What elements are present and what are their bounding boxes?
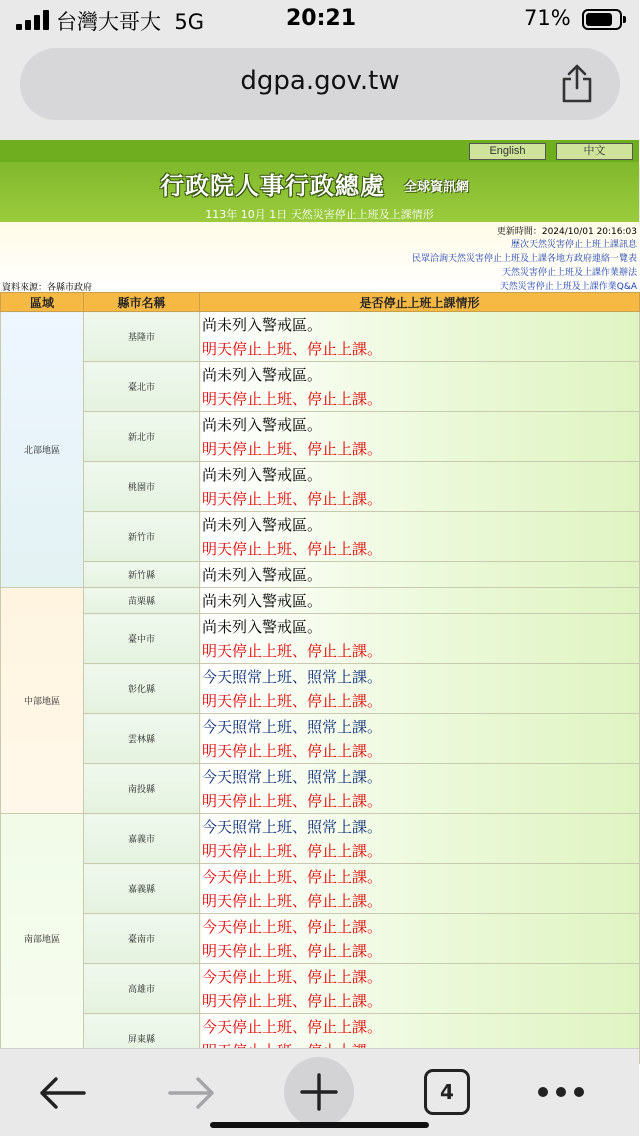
forward-arrow-icon[interactable] bbox=[166, 1075, 216, 1111]
status-line: 今天照常上班、照常上課。 bbox=[202, 767, 383, 786]
status-time: 20:21 bbox=[286, 6, 357, 31]
county-cell: 臺北市 bbox=[84, 362, 200, 412]
page-headline: 113年 10月 1日 天然災害停止上班及上課情形 bbox=[205, 208, 434, 221]
table-row bbox=[1, 714, 640, 764]
table-row bbox=[1, 362, 640, 412]
status-cell bbox=[200, 964, 640, 1014]
site-subtitle: 全球資訊網 bbox=[404, 180, 470, 195]
regulation-link[interactable]: 天然災害停止上班及上課作業辦法 bbox=[501, 268, 637, 278]
tabs-button[interactable]: 4 bbox=[424, 1069, 470, 1115]
status-line: 今天停止上班、停止上課。 bbox=[202, 917, 383, 936]
county-cell: 高雄市 bbox=[84, 964, 200, 1014]
status-cell bbox=[200, 664, 640, 714]
status-line: 尚未列入警戒區。 bbox=[202, 415, 323, 434]
status-line: 明天停止上班、停止上課。 bbox=[202, 791, 383, 810]
address-bar[interactable] bbox=[20, 48, 620, 120]
status-line: 今天停止上班、停止上課。 bbox=[202, 1017, 383, 1036]
status-line: 今天照常上班、照常上課。 bbox=[202, 817, 383, 836]
english-button[interactable]: English bbox=[469, 143, 546, 160]
county-cell: 屏東縣 bbox=[84, 1014, 200, 1064]
status-cell bbox=[200, 462, 640, 512]
county-cell: 新竹市 bbox=[84, 512, 200, 562]
status-cell bbox=[200, 864, 640, 914]
cellular-signal-icon bbox=[16, 10, 49, 30]
carrier-label: 台灣大哥大 5G bbox=[56, 10, 204, 34]
table-row bbox=[1, 588, 640, 614]
info-area bbox=[0, 222, 639, 292]
county-cell: 嘉義縣 bbox=[84, 864, 200, 914]
status-cell bbox=[200, 588, 640, 614]
status-line: 尚未列入警戒區。 bbox=[202, 315, 323, 334]
table-row bbox=[1, 764, 640, 814]
table-row bbox=[1, 614, 640, 664]
site-banner bbox=[0, 162, 639, 222]
county-cell: 南投縣 bbox=[84, 764, 200, 814]
table-header-row bbox=[1, 293, 640, 312]
table-row bbox=[1, 964, 640, 1014]
status-line: 尚未列入警戒區。 bbox=[202, 565, 323, 584]
status-line: 今天照常上班、照常上課。 bbox=[202, 717, 383, 736]
status-line: 明天停止上班、停止上課。 bbox=[202, 741, 383, 760]
county-cell: 基隆市 bbox=[84, 312, 200, 362]
status-line: 尚未列入警戒區。 bbox=[202, 591, 323, 610]
status-line: 尚未列入警戒區。 bbox=[202, 515, 323, 534]
status-cell bbox=[200, 562, 640, 588]
table-row bbox=[1, 312, 640, 362]
status-line: 明天停止上班、停止上課。 bbox=[202, 891, 383, 910]
battery-icon bbox=[582, 9, 622, 30]
status-line: 明天停止上班、停止上課。 bbox=[202, 641, 383, 660]
status-cell bbox=[200, 312, 640, 362]
region-cell: 南部地區 bbox=[1, 814, 84, 1064]
status-cell bbox=[200, 412, 640, 462]
status-line: 今天停止上班、停止上課。 bbox=[202, 867, 383, 886]
status-line: 尚未列入警戒區。 bbox=[202, 365, 323, 384]
table-row bbox=[1, 664, 640, 714]
status-line: 明天停止上班、停止上課。 bbox=[202, 691, 383, 710]
status-cell bbox=[200, 814, 640, 864]
browser-top-chrome bbox=[0, 0, 639, 140]
status-line: 今天停止上班、停止上課。 bbox=[202, 967, 383, 986]
table-row bbox=[1, 864, 640, 914]
share-icon[interactable] bbox=[560, 64, 594, 104]
county-cell: 桃園市 bbox=[84, 462, 200, 512]
new-tab-button[interactable] bbox=[284, 1057, 354, 1127]
status-line: 明天停止上班、停止上課。 bbox=[202, 539, 383, 558]
header-county: 縣市名稱 bbox=[84, 293, 200, 312]
network-type: 5G bbox=[174, 10, 204, 34]
county-cell: 彰化縣 bbox=[84, 664, 200, 714]
status-line: 明天停止上班、停止上課。 bbox=[202, 339, 383, 358]
contact-list-link[interactable]: 民眾洽詢天然災害停止上班及上課各地方政府連絡一覽表 bbox=[411, 254, 637, 264]
table-row bbox=[1, 512, 640, 562]
site-title[interactable]: 行政院人事行政總處 bbox=[160, 172, 385, 200]
plus-icon bbox=[284, 1057, 354, 1127]
web-page bbox=[0, 140, 639, 1048]
county-cell: 新北市 bbox=[84, 412, 200, 462]
status-cell bbox=[200, 512, 640, 562]
table-row bbox=[1, 562, 640, 588]
table-row bbox=[1, 462, 640, 512]
back-arrow-icon[interactable] bbox=[38, 1075, 88, 1111]
table-row bbox=[1, 412, 640, 462]
status-line: 尚未列入警戒區。 bbox=[202, 617, 323, 636]
county-cell: 嘉義市 bbox=[84, 814, 200, 864]
county-cell: 臺中市 bbox=[84, 614, 200, 664]
closure-status-table bbox=[0, 292, 640, 1064]
region-cell: 北部地區 bbox=[1, 312, 84, 588]
battery-percent: 71% bbox=[524, 6, 571, 30]
data-source: 資料來源：各縣市政府 bbox=[2, 283, 93, 293]
status-cell bbox=[200, 614, 640, 664]
table-body bbox=[1, 312, 640, 1064]
table-row bbox=[1, 914, 640, 964]
status-line: 今天照常上班、照常上課。 bbox=[202, 667, 383, 686]
faq-link[interactable]: 天然災害停止上班及上課作業Q&A bbox=[499, 282, 637, 292]
county-cell: 苗栗縣 bbox=[84, 588, 200, 614]
url-text[interactable]: dgpa.gov.tw bbox=[240, 66, 400, 96]
county-cell: 雲林縣 bbox=[84, 714, 200, 764]
status-cell bbox=[200, 714, 640, 764]
status-line: 明天停止上班、停止上課。 bbox=[202, 941, 383, 960]
language-bar bbox=[0, 140, 639, 162]
chinese-button[interactable]: 中文 bbox=[556, 143, 633, 160]
header-status: 是否停止上班上課情形 bbox=[200, 293, 640, 312]
home-indicator bbox=[210, 1122, 429, 1128]
status-cell bbox=[200, 764, 640, 814]
table-row bbox=[1, 814, 640, 864]
county-cell: 臺南市 bbox=[84, 914, 200, 964]
status-line: 明天停止上班、停止上課。 bbox=[202, 991, 383, 1010]
status-line: 明天停止上班、停止上課。 bbox=[202, 389, 383, 408]
more-icon[interactable] bbox=[536, 1085, 586, 1099]
status-line: 明天停止上班、停止上課。 bbox=[202, 439, 383, 458]
header-region: 區域 bbox=[1, 293, 84, 312]
history-link[interactable]: 歷次天然災害停止上班上課訊息 bbox=[510, 240, 637, 250]
status-cell bbox=[200, 914, 640, 964]
updated-time: 更新時間：2024/10/01 20:16:03 bbox=[496, 227, 637, 237]
region-cell: 中部地區 bbox=[1, 588, 84, 814]
status-line: 明天停止上班、停止上課。 bbox=[202, 489, 383, 508]
status-cell bbox=[200, 362, 640, 412]
status-bar bbox=[0, 0, 639, 44]
status-line: 明天停止上班、停止上課。 bbox=[202, 841, 383, 860]
county-cell: 新竹縣 bbox=[84, 562, 200, 588]
status-line: 尚未列入警戒區。 bbox=[202, 465, 323, 484]
